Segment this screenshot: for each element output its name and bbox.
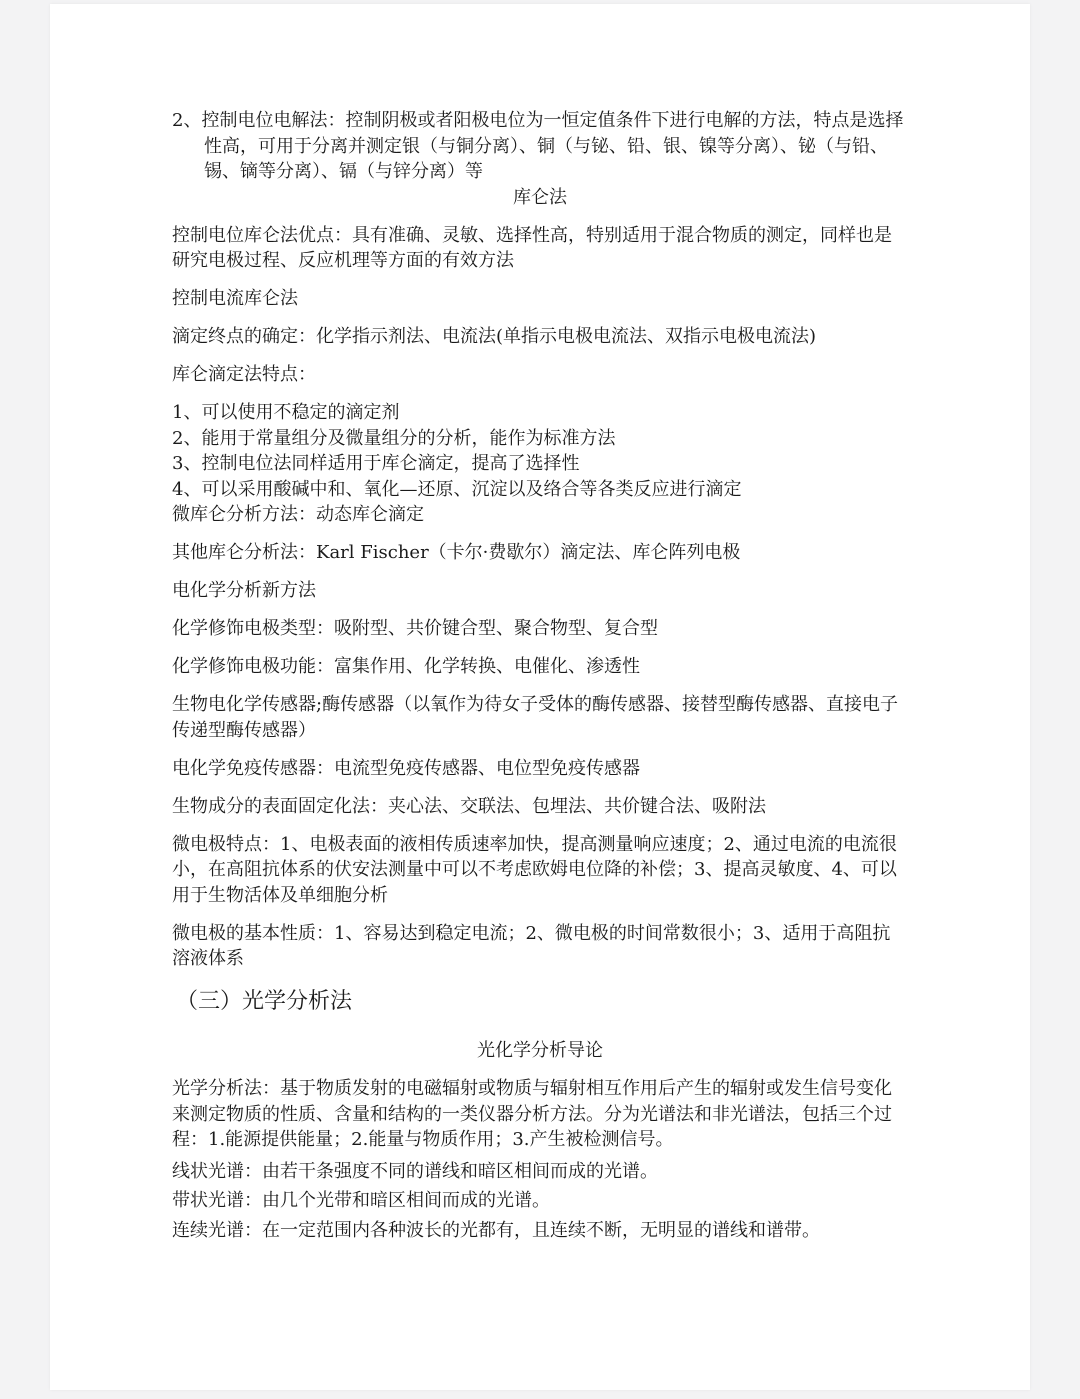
list-item: 4、可以采用酸碱中和、氧化—还原、沉淀以及络合等各类反应进行滴定 xyxy=(172,478,742,500)
paragraph-micro-coulometry: 微库仑分析方法：动态库仑滴定 xyxy=(172,504,424,525)
paragraph-biosensors: 生物电化学传感器;酶传感器（以氧作为待女子受体的酶传感器、接替型酶传感器、直接电子传递型酶传感器） xyxy=(172,694,899,741)
list-item: 1、可以使用不稳定的滴定剂 xyxy=(172,402,400,423)
list-item: 3、控制电位法同样适用于库仑滴定，提高了选择性 xyxy=(172,453,580,474)
list-item: 2、能用于常量组分及微量组分的分析，能作为标准方法 xyxy=(172,427,616,449)
document-content xyxy=(172,108,908,1256)
paragraph-modified-electrode-functions: 化学修饰电极功能：富集作用、化学转换、电催化、渗透性 xyxy=(172,656,640,677)
paragraph-other-coulometry: 其他库仑分析法：Karl Fischer（卡尔·费歇尔）滴定法、库仑阵列电极 xyxy=(172,542,741,563)
paragraph-optical-analysis-definition: 光学分析法：基于物质发射的电磁辐射或物质与辐射相互作用后产生的辐射或发生信号变化来测定物质的性质、含量和结构的一类仪器分析方法。分为光谱法和非光谱法，包括三个过程：1.能源提供能量；2.能量与物质作用；3.产生被检测信号。 xyxy=(172,1078,892,1150)
paragraph-modified-electrode-types: 化学修饰电极类型：吸附型、共价键合型、聚合物型、复合型 xyxy=(172,618,658,639)
paragraph-immunosensors: 电化学免疫传感器：电流型免疫传感器、电位型免疫传感器 xyxy=(172,757,640,779)
paragraph-controlled-current: 控制电流库仑法 xyxy=(172,288,298,309)
paragraph-coulometry-advantages: 控制电位库仑法优点：具有准确、灵敏、选择性高，特别适用于混合物质的测定，同样也是研究电极过程、反应机理等方面的有效方法 xyxy=(172,224,892,271)
paragraph-new-methods: 电化学分析新方法 xyxy=(172,580,316,601)
paragraph-immobilization: 生物成分的表面固定化法：夹心法、交联法、包埋法、共价键合法、吸附法 xyxy=(172,795,766,817)
paragraph-microelectrode-features: 微电极特点：1、电极表面的液相传质速率加快，提高测量响应速度；2、通过电流的电流很小，在高阻抗体系的伏安法测量中可以不考虑欧姆电位降的补偿；3、提高灵敏度、4、可以用于生物活体及单细胞分析 xyxy=(172,833,897,906)
subheading-photochemical-intro: 光化学分析导论 xyxy=(477,1039,603,1061)
paragraph-endpoint: 滴定终点的确定：化学指示剂法、电流法(单指示电极电流法、双指示电极电流法) xyxy=(172,326,817,347)
section-heading-coulometry: 库仑法 xyxy=(513,186,567,208)
paragraph-microelectrode-properties: 微电极的基本性质：1、容易达到稳定电流；2、微电极的时间常数很小；3、适用于高阻抗溶液体系 xyxy=(172,922,891,969)
paragraph-band-spectrum: 带状光谱：由几个光带和暗区相间而成的光谱。 xyxy=(172,1190,550,1211)
paragraph-continuous-spectrum: 连续光谱：在一定范围内各种波长的光都有，且连续不断，无明显的谱线和谱带。 xyxy=(172,1219,820,1241)
paragraph-controlled-potential-electrolysis: 2、控制电位电解法：控制阴极或者阳极电位为一恒定值条件下进行电解的方法，特点是选择性高，可用于分离并测定银（与铜分离）、铜（与铋、铅、银、镍等分离）、铋（与铅、锡、镝等分离）、镉（与锌分离）等 xyxy=(172,110,904,182)
document-page xyxy=(50,4,1030,1390)
section-heading-optical-analysis: （三）光学分析法 xyxy=(176,988,353,1014)
paragraph-titration-features: 库仑滴定法特点： xyxy=(172,364,316,385)
paragraph-line-spectrum: 线状光谱：由若干条强度不同的谱线和暗区相间而成的光谱。 xyxy=(172,1160,658,1182)
